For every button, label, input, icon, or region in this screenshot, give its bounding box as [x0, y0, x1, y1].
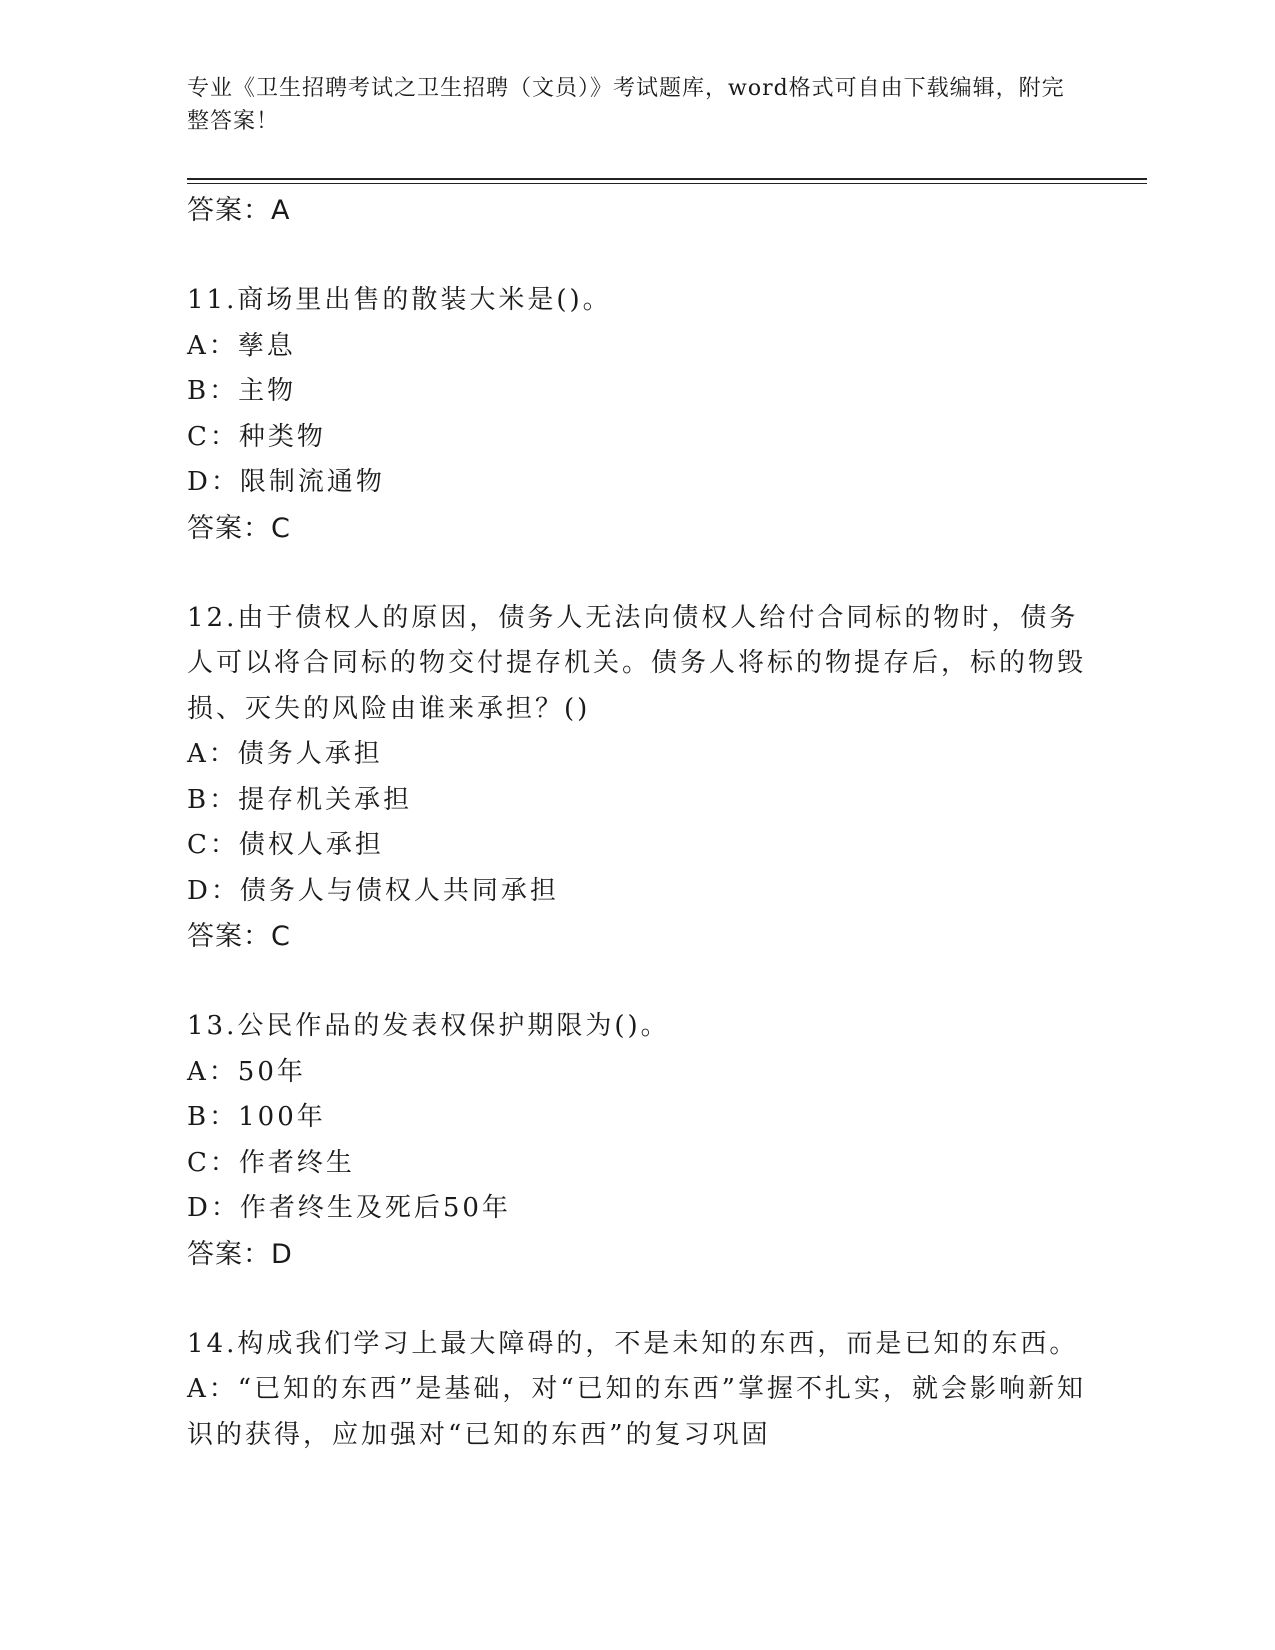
header-rule	[187, 178, 1147, 180]
question-list	[187, 188, 1087, 1458]
option-d: D：债务人与债权人共同承担	[187, 875, 559, 906]
option-b: B：100年	[187, 1102, 326, 1132]
option-d: D：限制流通物	[187, 467, 385, 497]
option-a: A：债务人承担	[187, 739, 383, 769]
question-text: 13.公民作品的发表权保护期限为()。	[187, 1011, 670, 1041]
answer-line: 答案：A	[187, 195, 291, 226]
option-a: A：“已知的东西”是基础，对“已知的东西”掌握不扎实，就会影响新知识的获得，应加强对“已知的东西”的复习巩固	[187, 1374, 1086, 1450]
question-item	[187, 1004, 1087, 1277]
question-item	[187, 278, 1087, 551]
option-d: D：作者终生及死后50年	[187, 1193, 511, 1223]
answer-line: 答案：C	[187, 921, 291, 952]
option-a: A：孳息	[187, 330, 296, 361]
question-text: 11.商场里出售的散装大米是()。	[187, 285, 612, 315]
option-a: A：50年	[187, 1056, 306, 1087]
answer-line: 答案：D	[187, 1238, 293, 1270]
option-c: C：种类物	[187, 421, 326, 452]
question-text: 12.由于债权人的原因，债务人无法向债权人给付合同标的物时，债务人可以将合同标的物交付提存机关。债务人将标的物提存后，标的物毁损、灭失的风险由谁来承担？()	[187, 602, 1087, 724]
option-c: C：作者终生	[187, 1147, 355, 1178]
option-b: B：提存机关承担	[187, 784, 413, 815]
option-c: C：债权人承担	[187, 830, 384, 860]
question-item	[187, 596, 1087, 960]
answer-line: 答案：C	[187, 512, 291, 544]
page-header: 专业《卫生招聘考试之卫生招聘（文员）》考试题库，word格式可自由下载编辑，附完整答案！	[187, 76, 1065, 134]
question-text: 14.构成我们学习上最大障碍的，不是未知的东西，而是已知的东西。	[187, 1328, 1079, 1359]
header-rule-thin	[187, 183, 1147, 184]
question-item	[187, 1322, 1087, 1459]
option-b: B：主物	[187, 376, 297, 406]
